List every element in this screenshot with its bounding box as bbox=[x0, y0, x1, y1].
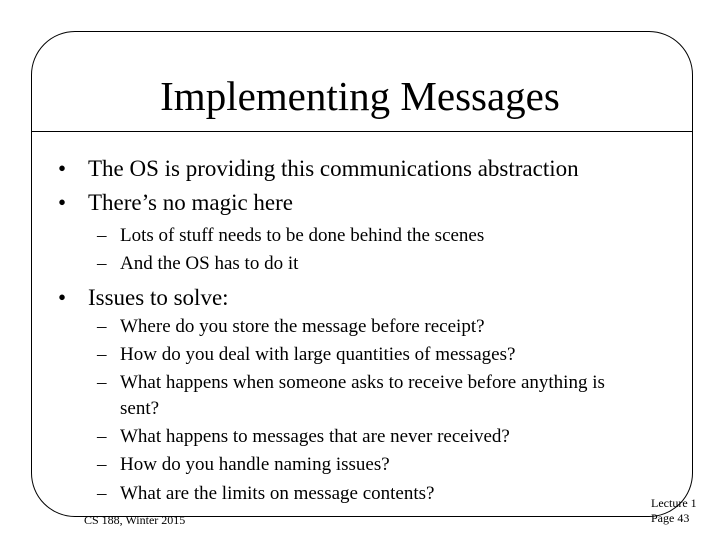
sub-bullet-text: And the OS has to do it bbox=[120, 253, 299, 274]
sub-bullet-text: How do you handle naming issues? bbox=[120, 454, 390, 475]
footer-course: CS 188, Winter 2015 bbox=[84, 513, 186, 527]
sub-bullet-text: How do you deal with large quantities of messages? bbox=[120, 344, 516, 365]
bullet-marker: • bbox=[58, 190, 67, 215]
dash-marker: – bbox=[97, 426, 107, 447]
bullet-marker: • bbox=[58, 285, 67, 310]
sub-bullet-text: Lots of stuff needs to be done behind the scenes bbox=[120, 225, 485, 246]
bullet-item bbox=[58, 155, 579, 183]
bullet-text: There’s no magic here bbox=[88, 190, 293, 215]
sub-bullet-text: sent? bbox=[120, 398, 160, 419]
footer-page: Page 43 bbox=[651, 511, 690, 525]
sub-bullet-text: What are the limits on message contents? bbox=[120, 483, 435, 504]
dash-marker: – bbox=[97, 454, 107, 475]
dash-marker: – bbox=[97, 344, 107, 365]
sub-bullet-text: What happens to messages that are never received? bbox=[120, 426, 510, 447]
bullet-item bbox=[58, 189, 293, 217]
bullet-text: Issues to solve: bbox=[88, 285, 229, 310]
sub-bullet-text: Where do you store the message before receipt? bbox=[120, 316, 485, 337]
footer-lecture: Lecture 1 bbox=[651, 496, 697, 510]
slide-title: Implementing Messages bbox=[160, 73, 560, 119]
dash-marker: – bbox=[97, 225, 107, 246]
bullet-marker: • bbox=[58, 156, 67, 181]
sub-bullet-continuation bbox=[120, 397, 159, 421]
sub-bullet-item bbox=[97, 343, 516, 367]
sub-bullet-item bbox=[97, 482, 435, 506]
footer-lecture-info bbox=[651, 496, 697, 526]
sub-bullet-item bbox=[97, 371, 605, 395]
sub-bullet-item bbox=[97, 224, 485, 248]
dash-marker: – bbox=[97, 483, 107, 504]
sub-bullet-item bbox=[97, 315, 485, 339]
sub-bullet-item bbox=[97, 252, 299, 276]
bullet-text: The OS is providing this communications abstraction bbox=[88, 156, 579, 181]
sub-bullet-text: What happens when someone asks to receive before anything is bbox=[120, 372, 605, 393]
title-divider bbox=[32, 131, 693, 132]
bullet-item bbox=[58, 284, 229, 312]
dash-marker: – bbox=[97, 372, 107, 393]
sub-bullet-item bbox=[97, 453, 390, 477]
sub-bullet-item bbox=[97, 425, 510, 449]
dash-marker: – bbox=[97, 253, 107, 274]
dash-marker: – bbox=[97, 316, 107, 337]
